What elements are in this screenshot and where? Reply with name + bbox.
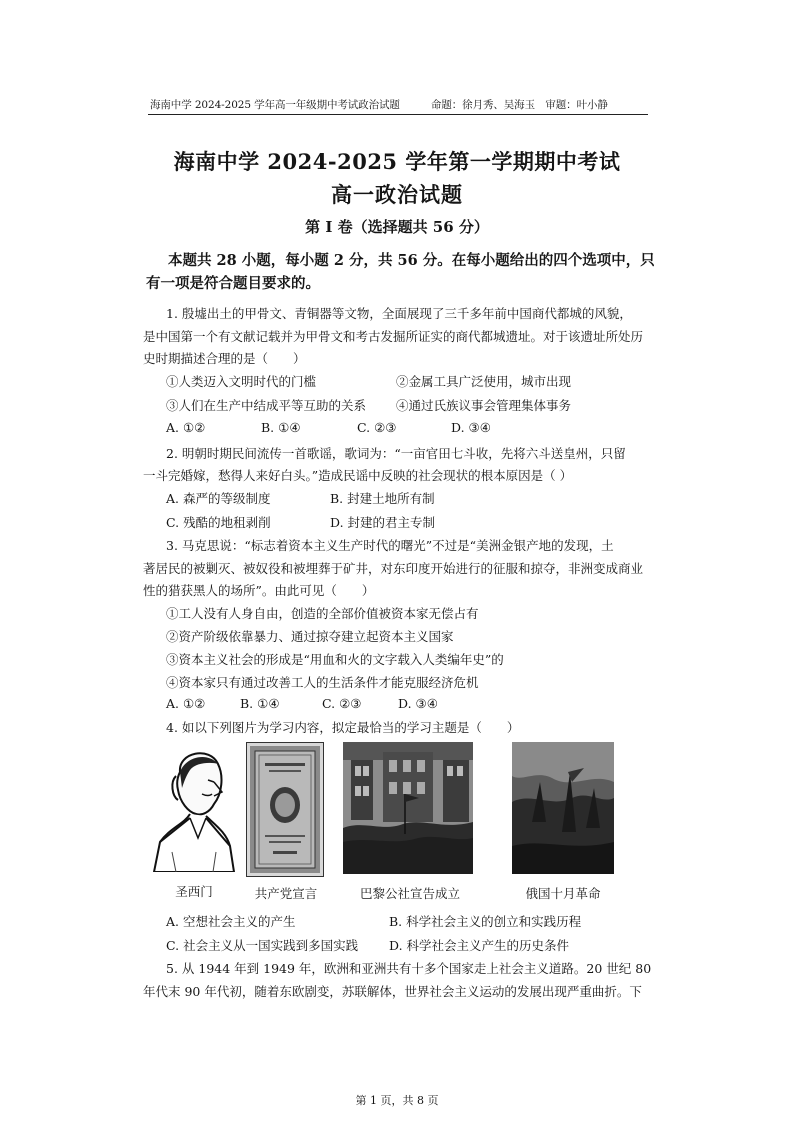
communist-manifesto-cover-image — [246, 742, 324, 877]
page-header: 海南中学 2024-2025 学年高一年级期中考试政治试题 命题：徐月秀、吴海玉 审题：叶小静 — [150, 99, 608, 111]
q5-stem-line-1: 5. 从 1944 年到 1949 年，欧洲和亚洲共有十多个国家走上社会主义道路。20 世纪 80 — [166, 961, 652, 976]
instructions-line-2: 有一项是符合题目要求的。 — [146, 275, 320, 292]
q1-stem-line-2: 是中国第一个有文献记载并为甲骨文和考古发掘所证实的商代都城遗址。对于该遗址所处历 — [143, 329, 644, 344]
q3-option-b: B. ①④ — [240, 696, 280, 711]
q1-statement-2: ②金属工具广泛使用，城市出现 — [396, 374, 572, 389]
q1-option-b: B. ①④ — [261, 420, 301, 435]
q3-option-a: A. ①② — [166, 696, 206, 711]
q3-stem-line-2: 著居民的被剿灭、被奴役和被埋葬于矿井，对东印度开始进行的征服和掠夺，非洲变成商业 — [143, 561, 644, 576]
q1-stem-line-1: 1. 殷墟出土的甲骨文、青铜器等文物，全面展现了三千多年前中国商代都城的风貌， — [166, 306, 632, 321]
section-title: 第 I 卷（选择题共 56 分） — [305, 218, 489, 236]
saint-simon-portrait-image — [150, 742, 238, 872]
q5-stem-line-2: 年代末 90 年代初，随着东欧剧变，苏联解体，世界社会主义运动的发展出现严重曲折。下 — [143, 984, 642, 999]
q3-statement-4: ④资本家只有通过改善工人的生活条件才能克服经济危机 — [166, 675, 479, 690]
q1-option-c: C. ②③ — [357, 420, 397, 435]
caption-communist-manifesto: 共产党宣言 — [254, 886, 318, 901]
caption-saint-simon: 圣西门 — [175, 884, 213, 899]
q3-option-d: D. ③④ — [398, 696, 438, 711]
q1-statement-3: ③人们在生产中结成平等互助的关系 — [166, 398, 367, 413]
exam-title: 海南中学 2024-2025 学年第一学期期中考试 — [173, 149, 621, 174]
q1-statement-1: ①人类迈入文明时代的门槛 — [166, 374, 317, 389]
caption-october-revolution: 俄国十月革命 — [525, 886, 601, 901]
q2-option-a: A. 森严的等级制度 — [166, 491, 271, 506]
q1-statement-4: ④通过氏族议事会管理集体事务 — [396, 398, 572, 413]
q2-option-c: C. 残酷的地租剥削 — [166, 515, 271, 530]
q4-option-a: A. 空想社会主义的产生 — [166, 914, 296, 929]
q1-stem-line-3: 史时期描述合理的是（ ） — [143, 351, 306, 366]
q3-stem-line-1: 3. 马克思说：“标志着资本主义生产时代的曙光”不过是“美洲金银产地的发现，土 — [166, 538, 614, 553]
october-revolution-image — [512, 742, 614, 874]
q3-statement-2: ②资产阶级依靠暴力、通过掠夺建立起资本主义国家 — [166, 629, 454, 644]
instructions-line-1: 本题共 28 小题，每小题 2 分，共 56 分。在每小题给出的四个选项中，只 — [168, 252, 655, 269]
q4-option-c: C. 社会主义从一国实践到多国实践 — [166, 938, 359, 953]
q2-stem-line-2: 一斗完婚嫁，愁得人来好白头。”造成民谣中反映的社会现状的根本原因是（ ） — [143, 468, 573, 483]
q4-stem: 4. 如以下列图片为学习内容，拟定最恰当的学习主题是（ ） — [166, 720, 520, 735]
q4-option-b: B. 科学社会主义的创立和实践历程 — [389, 914, 582, 929]
q3-stem-line-3: 性的猎获黑人的场所”。由此可见（ ） — [143, 583, 375, 598]
q3-option-c: C. ②③ — [322, 696, 362, 711]
q2-option-b: B. 封建土地所有制 — [330, 491, 435, 506]
q3-statement-3: ③资本主义社会的形成是“用血和火的文字载入人类编年史”的 — [166, 652, 504, 667]
caption-paris-commune: 巴黎公社宣告成立 — [359, 886, 460, 901]
q4-option-d: D. 科学社会主义产生的历史条件 — [389, 938, 570, 953]
page-footer: 第 1 页，共 8 页 — [355, 1094, 439, 1107]
q1-option-d: D. ③④ — [451, 420, 491, 435]
q2-option-d: D. 封建的君主专制 — [330, 515, 436, 530]
exam-subtitle: 高一政治试题 — [331, 182, 463, 207]
q3-statement-1: ①工人没有人身自由，创造的全部价值被资本家无偿占有 — [166, 606, 479, 621]
q2-stem-line-1: 2. 明朝时期民间流传一首歌谣，歌词为：“一亩官田七斗收，先将六斗送皇州，只留 — [166, 446, 626, 461]
header-rule — [148, 114, 648, 115]
paris-commune-scene-image — [343, 742, 473, 874]
q1-option-a: A. ①② — [166, 420, 206, 435]
